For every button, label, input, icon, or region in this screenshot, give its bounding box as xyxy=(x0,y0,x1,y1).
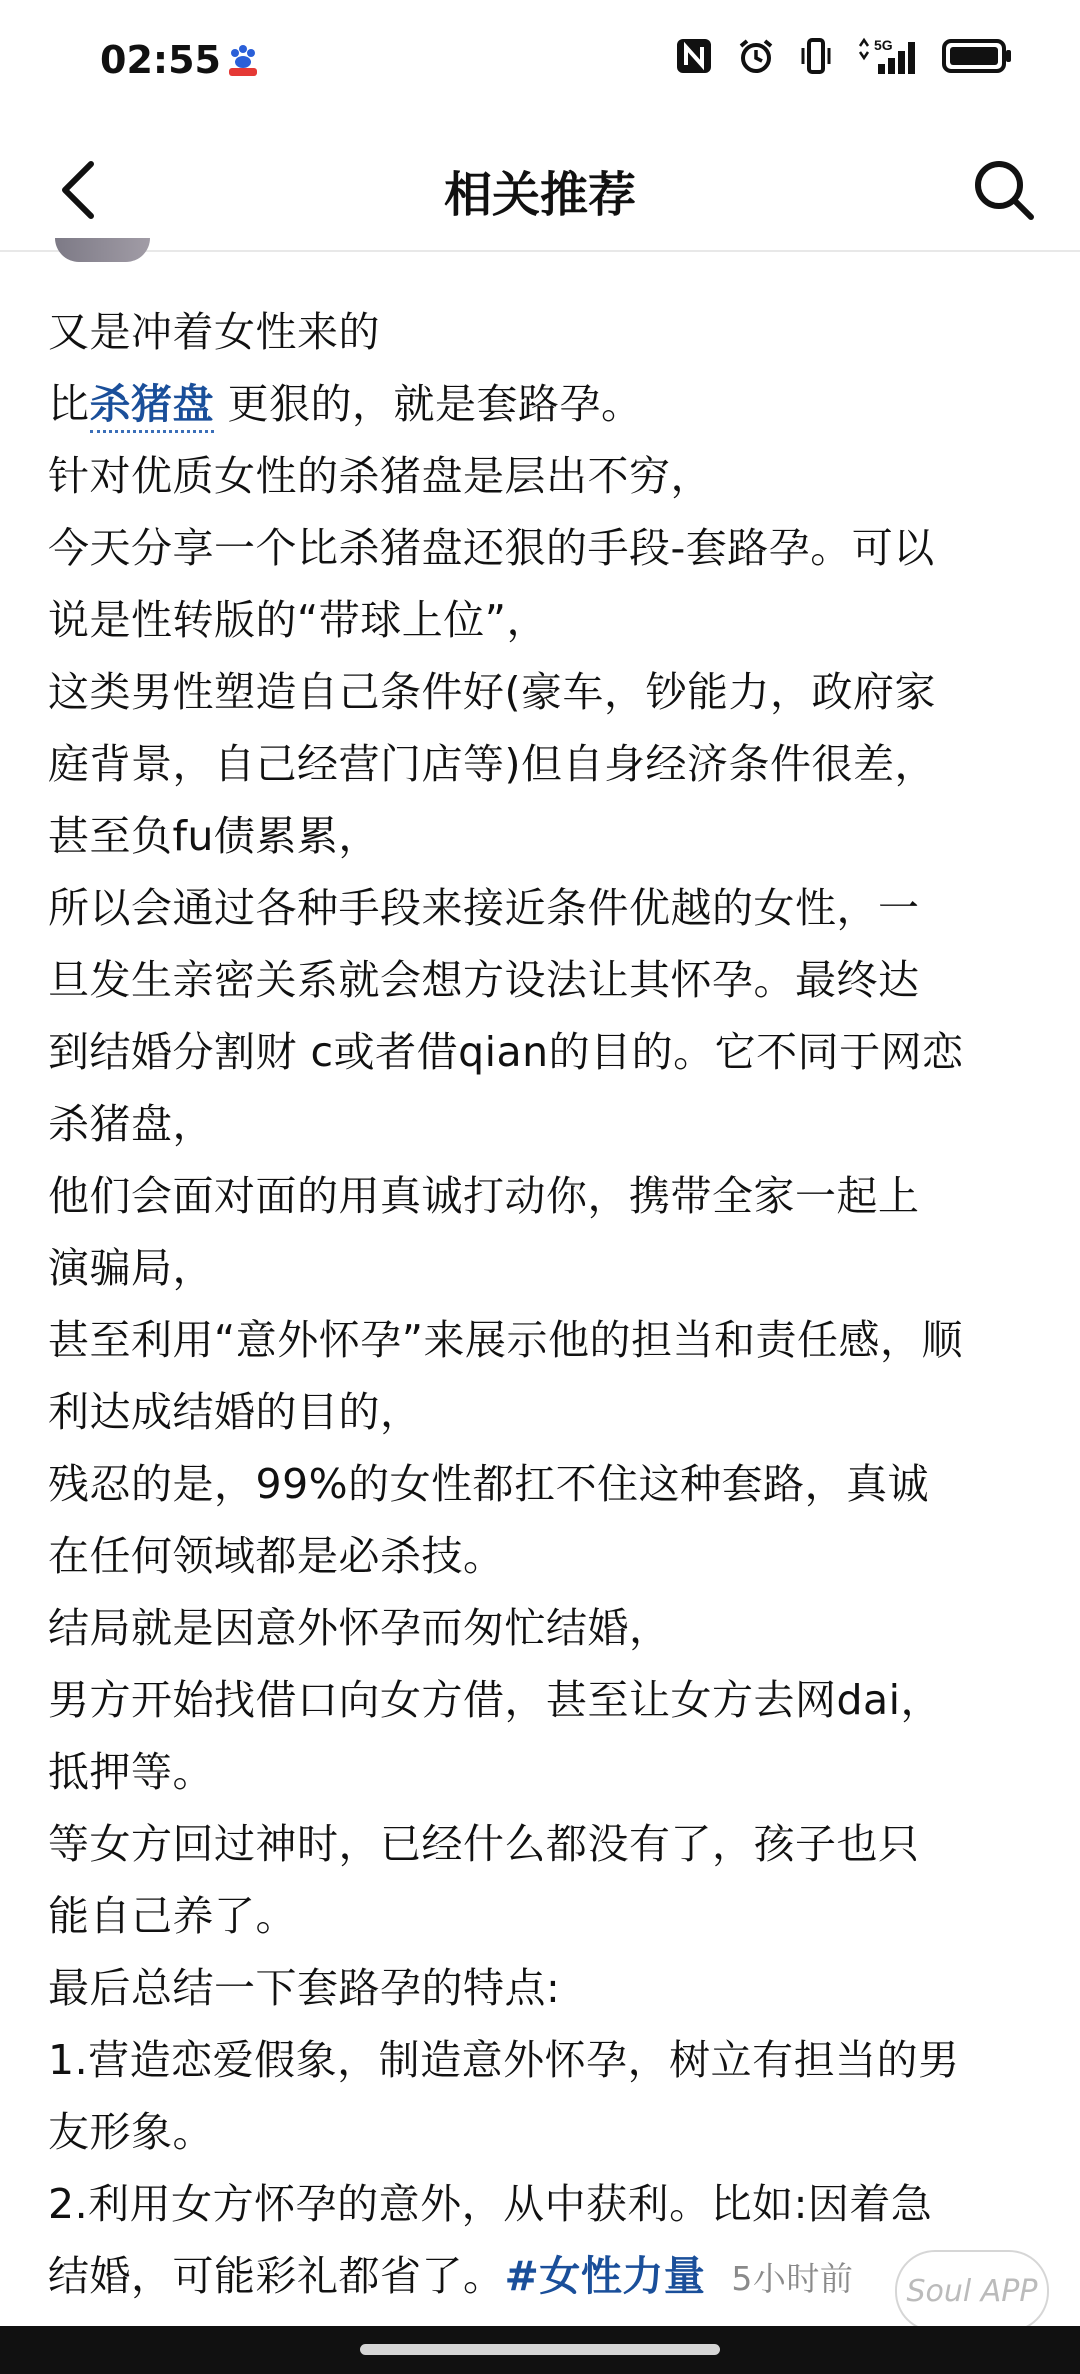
post-line: 甚至利用“意外怀孕”来展示他的担当和责任感，顺 xyxy=(48,1316,963,1364)
system-icons xyxy=(674,36,1012,76)
status-bar xyxy=(0,0,1080,120)
alarm-icon xyxy=(736,36,776,76)
post-line: 说是性转版的“带球上位”， xyxy=(48,596,548,644)
nav-bar xyxy=(0,120,1080,252)
post-line: 今天分享一个比杀猪盘还狠的手段-套路孕。可以 xyxy=(48,524,935,572)
post-line: 在任何领域都是必杀技。 xyxy=(48,1532,505,1580)
signal-5g-icon xyxy=(856,36,920,76)
post-line: 他们会面对面的用真诚打动你，携带全家一起上 xyxy=(48,1172,920,1220)
post-line: 友形象。 xyxy=(48,2108,214,2156)
post-line: 2.利用女方怀孕的意外，从中获利。比如:因着急 xyxy=(48,2180,933,2228)
post-text: 更狠的，就是套路孕。 xyxy=(214,380,643,428)
post-line xyxy=(48,2240,1038,2312)
post-line: 所以会通过各种手段来接近条件优越的女性，一 xyxy=(48,884,920,932)
post-line: 结局就是因意外怀孕而匆忙结婚， xyxy=(48,1604,671,1652)
post-line: 庭背景，自己经营门店等)但自身经济条件很差， xyxy=(48,740,936,788)
post-content xyxy=(48,296,1038,2312)
post-line: 利达成结婚的目的， xyxy=(48,1388,422,1436)
post-line: 抵押等。 xyxy=(48,1748,214,1796)
home-indicator[interactable] xyxy=(360,2344,720,2355)
soul-app-watermark: Soul APP xyxy=(895,2250,1049,2332)
post-line: 等女方回过神时，已经什么都没有了，孩子也只 xyxy=(48,1820,920,1868)
post-line: 最后总结一下套路孕的特点: xyxy=(48,1964,561,2012)
post-line: 又是冲着女性来的 xyxy=(48,308,380,356)
hashtag-link[interactable]: #女性力量 xyxy=(504,2252,706,2300)
post-line: 男方开始找借口向女方借，甚至让女方去网dai， xyxy=(48,1676,943,1724)
nfc-icon xyxy=(674,36,714,76)
post-line: 旦发生亲密关系就会想方设法让其怀孕。最终达 xyxy=(48,956,920,1004)
gesture-bar xyxy=(0,2326,1080,2374)
battery-icon xyxy=(942,38,1012,74)
post-line: 残忍的是，99%的女性都扛不住这种套路，真诚 xyxy=(48,1460,930,1508)
post-line: 演骗局， xyxy=(48,1244,214,1292)
avatar[interactable] xyxy=(55,238,150,262)
post-line xyxy=(48,368,1038,440)
post-line: 1.营造恋爱假象，制造意外怀孕，树立有担当的男 xyxy=(48,2036,960,2084)
page-title: 相关推荐 xyxy=(443,167,636,223)
vibrate-icon xyxy=(798,36,834,76)
baidu-paw-icon xyxy=(225,42,261,78)
post-text: 结婚，可能彩礼都省了。 xyxy=(48,2252,505,2300)
post-line: 杀猪盘， xyxy=(48,1100,214,1148)
post-time: 5小时前 xyxy=(731,2259,854,2298)
keyword-link[interactable]: 杀猪盘 xyxy=(90,380,215,433)
search-icon xyxy=(972,158,1036,222)
status-time: 02:55 xyxy=(100,38,221,82)
search-button[interactable] xyxy=(964,150,1044,230)
post-text: 比 xyxy=(48,380,90,428)
post-line: 到结婚分割财 c或者借qian的目的。它不同于网恋 xyxy=(48,1028,964,1076)
post-line: 这类男性塑造自己条件好(豪车，钞能力，政府家 xyxy=(48,668,936,716)
post-line: 能自己养了。 xyxy=(48,1892,297,1940)
svg-text:5G: 5G xyxy=(874,37,893,53)
post-line: 甚至负fu债累累， xyxy=(48,812,380,860)
post-line: 针对优质女性的杀猪盘是层出不穷， xyxy=(48,452,712,500)
